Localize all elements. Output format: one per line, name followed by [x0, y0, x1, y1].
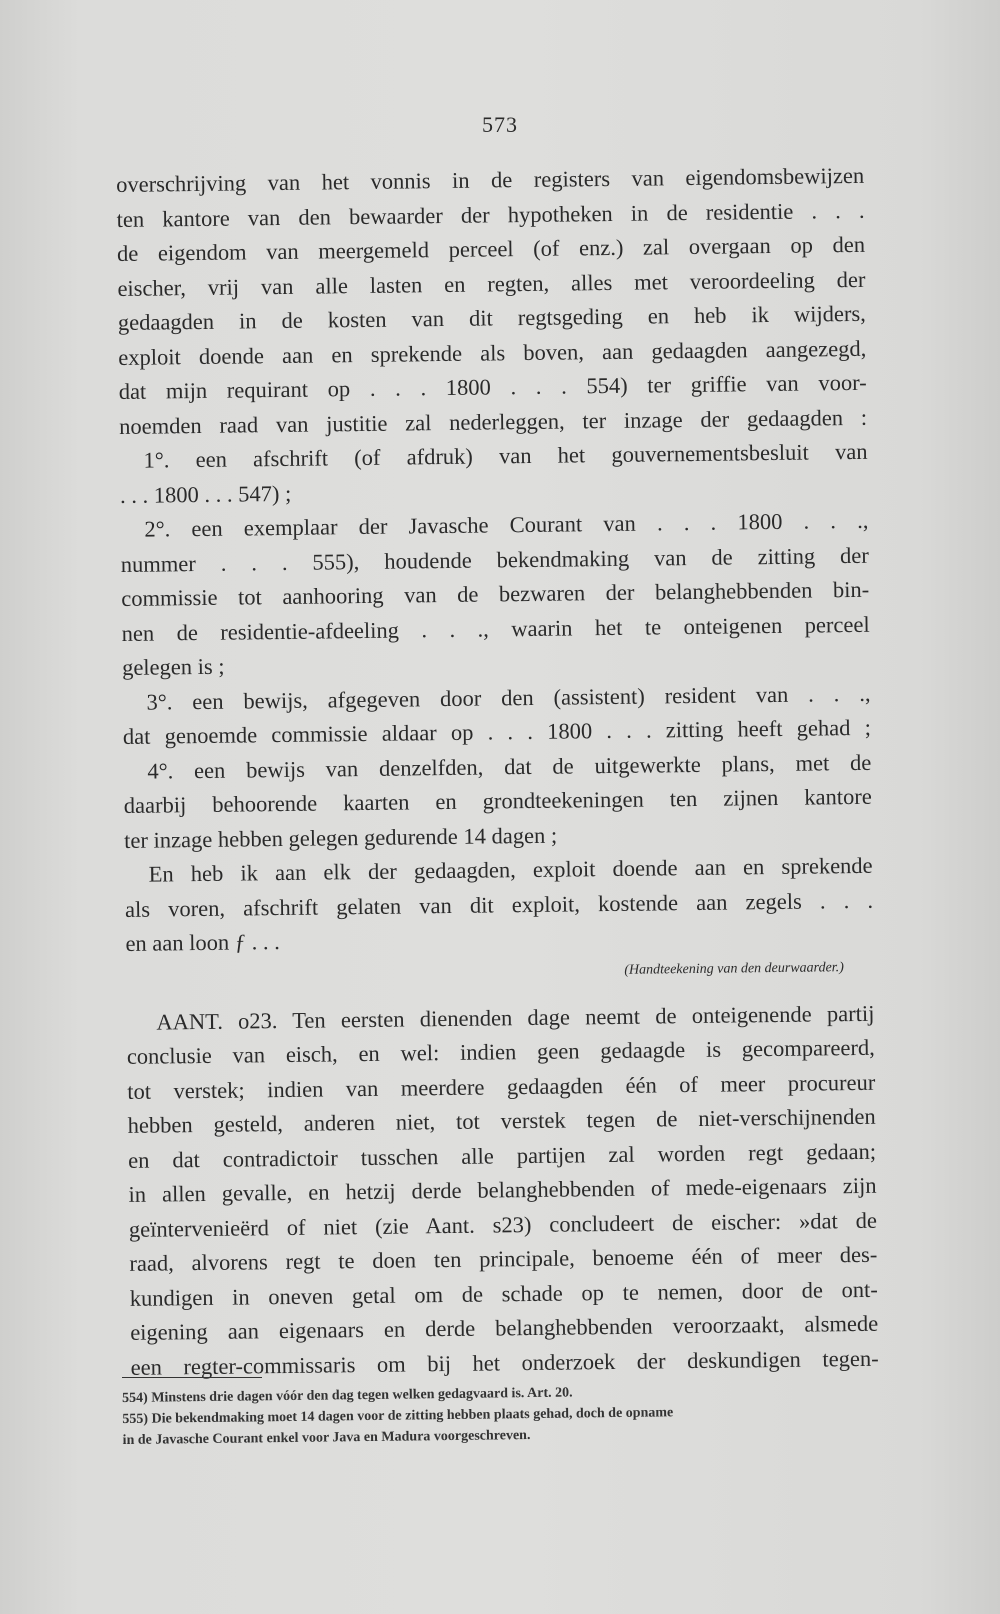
text-line: nummer . . . 555), houdende bekendmaking van de zitting der [120, 542, 869, 577]
text-line: conclusie van eisch, en wel: indien geen gedaagde is gecompareerd, [126, 1034, 875, 1069]
footnote-divider [122, 1377, 262, 1378]
text-line: de eigendom van meergemeld perceel (of enz.) zal overgaan op den [116, 231, 866, 266]
list-item-1: 1°. een afschrift (of afdruk) van het gouvernementsbesluit van [143, 438, 868, 473]
text-line: geïntervenieërd of niet (zie Aant. s23) concludeert de eischer: »dat de [128, 1207, 878, 1242]
text-line: een regter-commissaris om bij het onderzoek der deskundigen tegen- [130, 1345, 879, 1380]
text-line: noemden raad van justitie zal nederleggen, ter inzage der gedaagden : [118, 404, 868, 439]
text-line: . . . 1800 . . . 547) ; [119, 480, 292, 508]
text-line: kundigen in oneven getal om de schade op te nemen, door de ont- [129, 1276, 878, 1311]
text-line: eischer, vrij van alle lasten en regten, alles met veroordeeling der [117, 266, 866, 301]
paragraph-start: En heb ik aan elk der gedaagden, exploit doende aan en sprekende [148, 852, 873, 887]
annotation-heading-line: AANT. o23. Ten eersten dienenden dage neemt de onteigenende partij [156, 1000, 875, 1035]
text-line: nen de residentie-afdeeling . . ., waarin het te onteigenen perceel [121, 611, 870, 646]
text-line: dat mijn requirant op . . . 1800 . . . 554) ter griffie van voor- [118, 369, 867, 404]
text-line: hebben gesteld, anderen niet, tot verstek tegen de niet-verschijnenden [127, 1103, 876, 1138]
text-line: tot verstek; indien van meerdere gedaagden één of meer procureur [127, 1069, 876, 1104]
list-item-4: 4°. een bewijs van denzelfden, dat de uitgewerkte plans, met de [147, 749, 872, 784]
footnotes [122, 1379, 865, 1451]
footnote: in de Javasche Courant enkel voor Java en Madura voorgeschreven. [122, 1428, 531, 1448]
text-line: dat genoemde commissie aldaar op . . . 1800 . . . zitting heeft gehad ; [122, 714, 872, 749]
page-number: 573 [482, 112, 518, 137]
text-line: commissie tot aanhooring van de bezwaren der belanghebbenden bin- [121, 576, 870, 611]
text-line: eigening aan eigenaars en derde belanghebbenden veroorzaakt, alsmede [130, 1310, 879, 1345]
text-line: ten kantore van den bewaarder der hypotheken in de residentie . . . [116, 197, 865, 232]
list-item-3: 3°. een bewijs, afgegeven door den (assistent) resident van . . ., [146, 680, 871, 715]
text-line: overschrijving van het vonnis in de registers van eigendomsbewijzen [116, 162, 865, 197]
footnote: 554) Minstens drie dagen vóór den dag tegen welken gedagvaard is. Art. 20. [122, 1385, 573, 1406]
text-line: en aan loon ƒ . . . [125, 929, 280, 956]
list-item-2: 2°. een exemplaar der Javasche Courant van . . . 1800 . . ., [144, 507, 869, 542]
text-line: raad, alvorens regt te doen ten principale, benoeme één of meer des- [129, 1241, 878, 1276]
signature-note: (Handteekening van den deurwaarder.) [624, 959, 844, 978]
text-line: en dat contradictoir tusschen alle partijen zal worden regt gedaan; [127, 1138, 877, 1173]
text-line: in allen gevalle, en hetzij derde belanghebbenden of mede-eigenaars zijn [128, 1172, 877, 1207]
text-line: gelegen is ; [121, 653, 225, 680]
footnote: 555) Die bekendmaking moet 14 dagen voor de zitting hebben plaats gehad, doch de opname [122, 1405, 674, 1427]
text-line: ter inzage hebben gelegen gedurende 14 dagen ; [124, 822, 558, 853]
text-line: exploit doende aan en sprekende als boven, aan gedaagden aangezegd, [118, 335, 867, 370]
body-text [116, 159, 879, 1385]
text-line: gedaagden in de kosten van dit regtsgeding en heb ik wijders, [117, 300, 866, 335]
text-line: daarbij behoorende kaarten en grondteekeningen ten zijnen kantore [123, 783, 872, 818]
text-line: als voren, afschrift gelaten van dit exploit, kostende aan zegels . . . [124, 887, 874, 922]
